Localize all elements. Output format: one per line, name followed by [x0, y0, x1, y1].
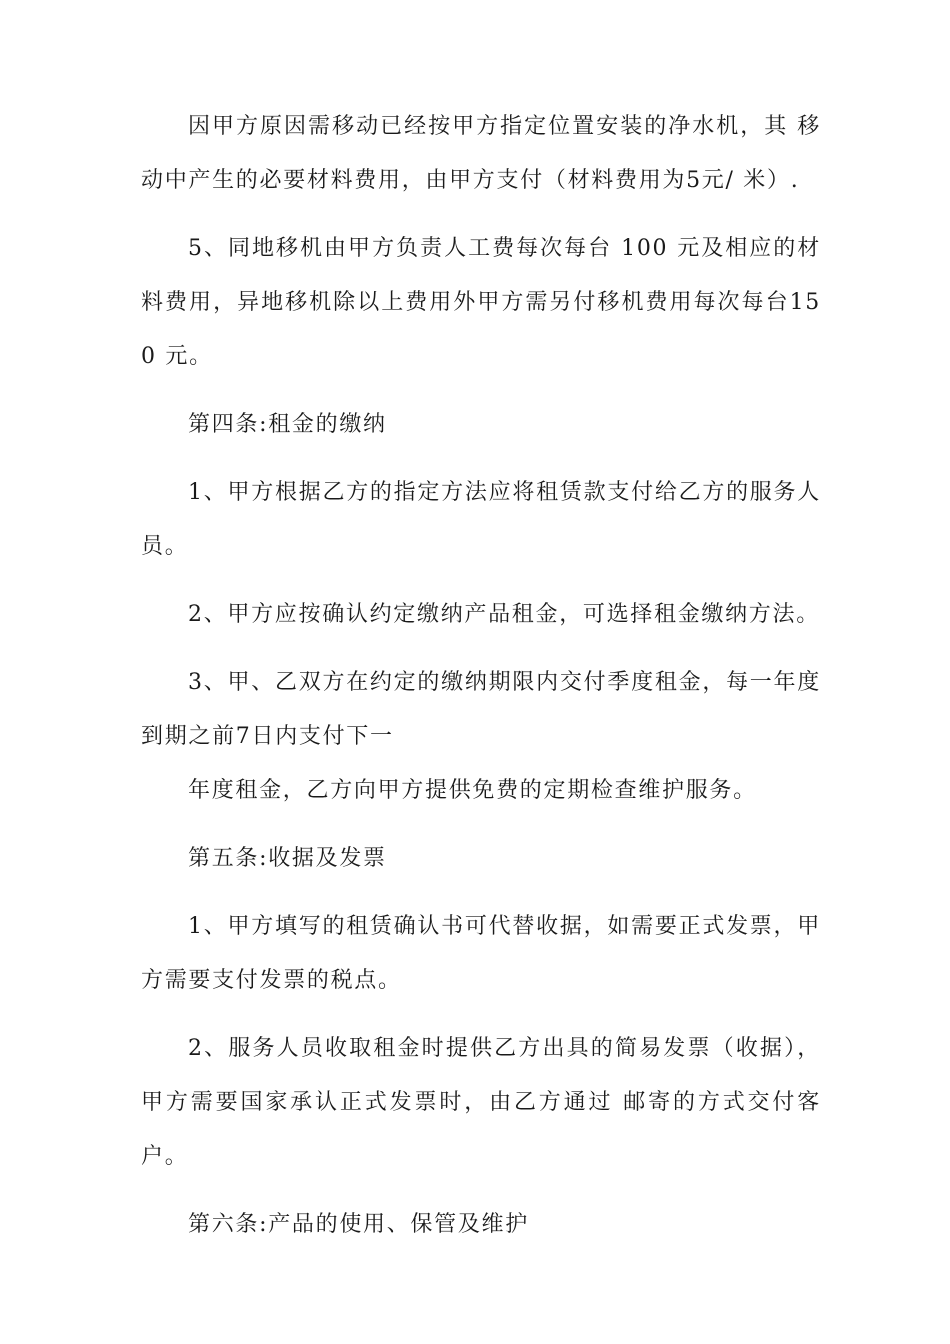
paragraph-receipt: 1、甲方填写的租赁确认书可代替收据，如需要正式发票，甲方需要支付发票的税点。	[141, 914, 821, 993]
section-heading-article-4: 第四条:租金的缴纳	[188, 412, 387, 437]
paragraph-annual-rent: 年度租金，乙方向甲方提供免费的定期检查维护服务。	[188, 778, 757, 803]
paragraph-invoice: 2、服务人员收取租金时提供乙方出具的简易发票（收据），甲方需要国家承认正式发票时，由乙方通过 邮寄的方式交付客户。	[141, 1036, 821, 1169]
paragraph-payment-rent: 2、甲方应按确认约定缴纳产品租金，可选择租金缴纳方法。	[188, 602, 820, 627]
document-body	[141, 100, 821, 1266]
section-heading-article-6: 第六条:产品的使用、保管及维护	[188, 1212, 529, 1237]
paragraph-payment-method: 1、甲方根据乙方的指定方法应将租赁款支付给乙方的服务人员。	[141, 480, 821, 559]
paragraph-quarterly-rent: 3、甲、乙双方在约定的缴纳期限内交付季度租金，每一年度到期之前7日内支付下一	[141, 670, 821, 749]
paragraph-move-cost: 因甲方原因需移动已经按甲方指定位置安装的净水机，其 移动中产生的必要材料费用，由甲方支付（材料费用为5元/ 米）.	[141, 114, 821, 193]
section-heading-article-5: 第五条:收据及发票	[188, 846, 387, 871]
paragraph-relocation-fee: 5、同地移机由甲方负责人工费每次每台 100 元及相应的材料费用，异地移机除以上费用外甲方需另付移机费用每次每台150 元。	[141, 236, 821, 369]
